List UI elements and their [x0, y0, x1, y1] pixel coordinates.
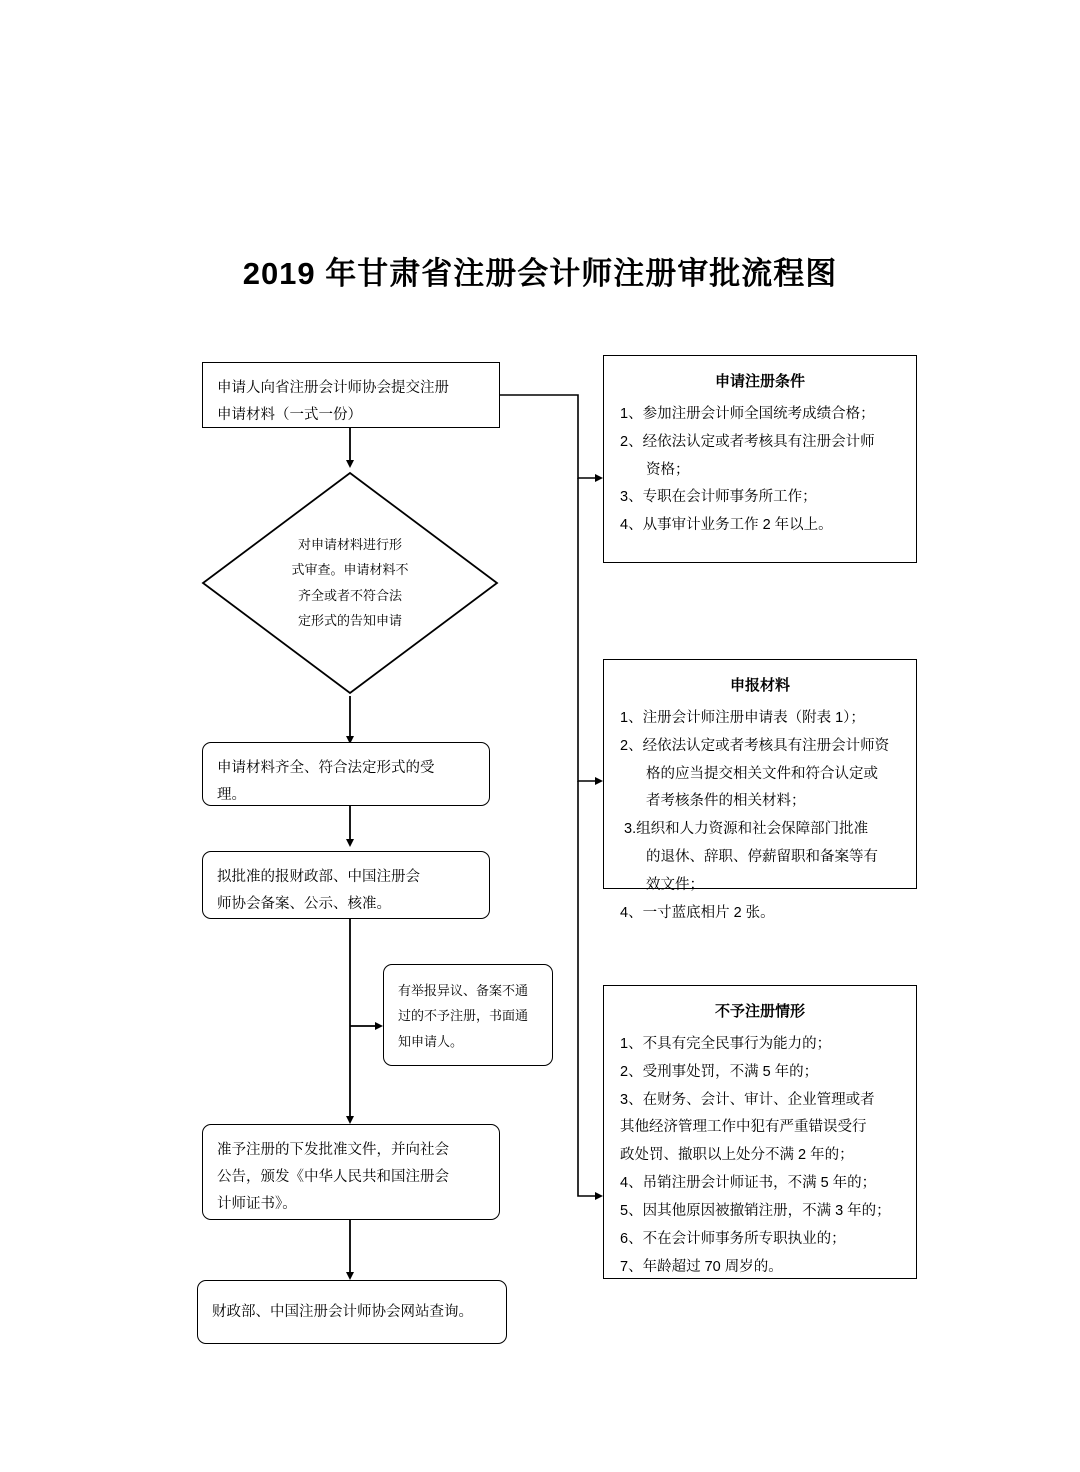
flow-node-grant[interactable] [202, 1124, 500, 1220]
flow-node-review[interactable] [200, 470, 500, 696]
flow-node-grant-line-3: 计师证书》。 [217, 1195, 297, 1212]
flow-node-query-line-1: 财政部、中国注册会计师协会网站查询。 [212, 1303, 473, 1320]
panel-conditions-line-5: 4、从事审计业务工作 2 年以上。 [620, 517, 833, 534]
flow-node-accept-line-2: 理。 [217, 786, 246, 803]
page-title: 2019 年甘肃省注册会计师注册审批流程图 [242, 256, 838, 291]
flow-node-query[interactable] [197, 1280, 507, 1344]
flow-node-approve-prep-line-1: 拟批准的报财政部、中国注册会 [217, 869, 420, 885]
flow-node-review-line-4: 定形式的告知申请 [297, 613, 402, 629]
panel-refusal-line-5: 政处罚、撤职以上处分不满 2 年的； [620, 1147, 854, 1164]
flow-node-review-line-3: 齐全或者不符合法 [297, 587, 402, 603]
panel-materials-line-8: 4、一寸蓝底相片 2 张。 [620, 904, 775, 921]
panel-materials-title: 申报材料 [729, 677, 790, 694]
panel-refusal-line-2: 2、受刑事处罚，不满 5 年的； [620, 1063, 819, 1080]
flow-node-review-line-1: 对申请材料进行形 [297, 537, 402, 552]
panel-materials-line-1: 1、注册会计师注册申请表（附表 1）； [620, 710, 865, 726]
flow-node-accept-line-1: 申请材料齐全、符合法定形式的受 [217, 760, 435, 776]
flow-node-submit-line-2: 申请材料（一式一份） [217, 406, 362, 423]
panel-materials-line-7: 效文件； [646, 876, 704, 893]
flow-node-objection-line-2: 过的不予注册，书面通 [398, 1008, 529, 1024]
panel-refusal-line-4: 其他经济管理工作中犯有严重错误受行 [620, 1119, 867, 1136]
panel-registration-conditions[interactable] [603, 355, 917, 563]
flow-node-objection[interactable] [383, 964, 553, 1066]
flow-node-grant-line-2: 公告，颁发《中华人民共和国注册会 [217, 1168, 449, 1185]
panel-refusal-line-6: 4、吊销注册会计师证书，不满 5 年的； [620, 1175, 877, 1192]
panel-materials-line-4: 者考核条件的相关材料； [646, 793, 806, 810]
panel-application-materials[interactable] [603, 659, 917, 921]
panel-refusal-line-1: 1、不具有完全民事行为能力的； [620, 1036, 832, 1052]
flow-node-review-line-2: 式审查。申请材料不 [291, 562, 409, 578]
panel-materials-line-3: 格的应当提交相关文件和符合认定或 [646, 765, 878, 782]
flow-node-accept[interactable] [202, 742, 490, 806]
panel-conditions-line-1: 1、参加注册会计师全国统考成绩合格； [620, 406, 875, 422]
panel-refusal-line-9: 7、年龄超过 70 周岁的。 [620, 1258, 783, 1275]
flow-node-review-text [270, 532, 430, 632]
flow-node-approve-prep[interactable] [202, 851, 490, 919]
panel-conditions-line-4: 3、专职在会计师事务所工作； [620, 489, 817, 506]
panel-refusal-line-8: 6、不在会计师事务所专职执业的； [620, 1230, 846, 1247]
panel-materials-line-6: 的退休、辞职、停薪留职和备案等有 [646, 849, 878, 866]
panel-refusal-line-7: 5、因其他原因被撤销注册，不满 3 年的； [620, 1202, 891, 1219]
panel-refusal-title: 不予注册情形 [714, 1003, 805, 1020]
flow-node-submit-line-1: 申请人向省注册会计师协会提交注册 [217, 380, 449, 396]
panel-conditions-line-2: 2、经依法认定或者考核具有注册会计师 [620, 433, 875, 450]
panel-materials-line-5: 3.组织和人力资源和社会保障部门批准 [624, 821, 869, 838]
panel-refusal-cases[interactable] [603, 985, 917, 1279]
panel-conditions-title: 申请注册条件 [714, 373, 805, 390]
flow-node-approve-prep-line-2: 师协会备案、公示、核准。 [217, 895, 391, 912]
panel-materials-line-2: 2、经依法认定或者考核具有注册会计师资 [620, 737, 890, 754]
flow-node-submit[interactable] [202, 362, 500, 428]
panel-refusal-line-3: 3、在财务、会计、审计、企业管理或者 [620, 1091, 875, 1108]
flow-node-objection-line-3: 知申请人。 [398, 1033, 464, 1049]
flow-node-grant-line-1: 准予注册的下发批准文件，并向社会 [217, 1142, 449, 1158]
flow-node-objection-line-1: 有举报异议、备案不通 [398, 983, 529, 998]
panel-conditions-line-3: 资格； [646, 461, 690, 478]
